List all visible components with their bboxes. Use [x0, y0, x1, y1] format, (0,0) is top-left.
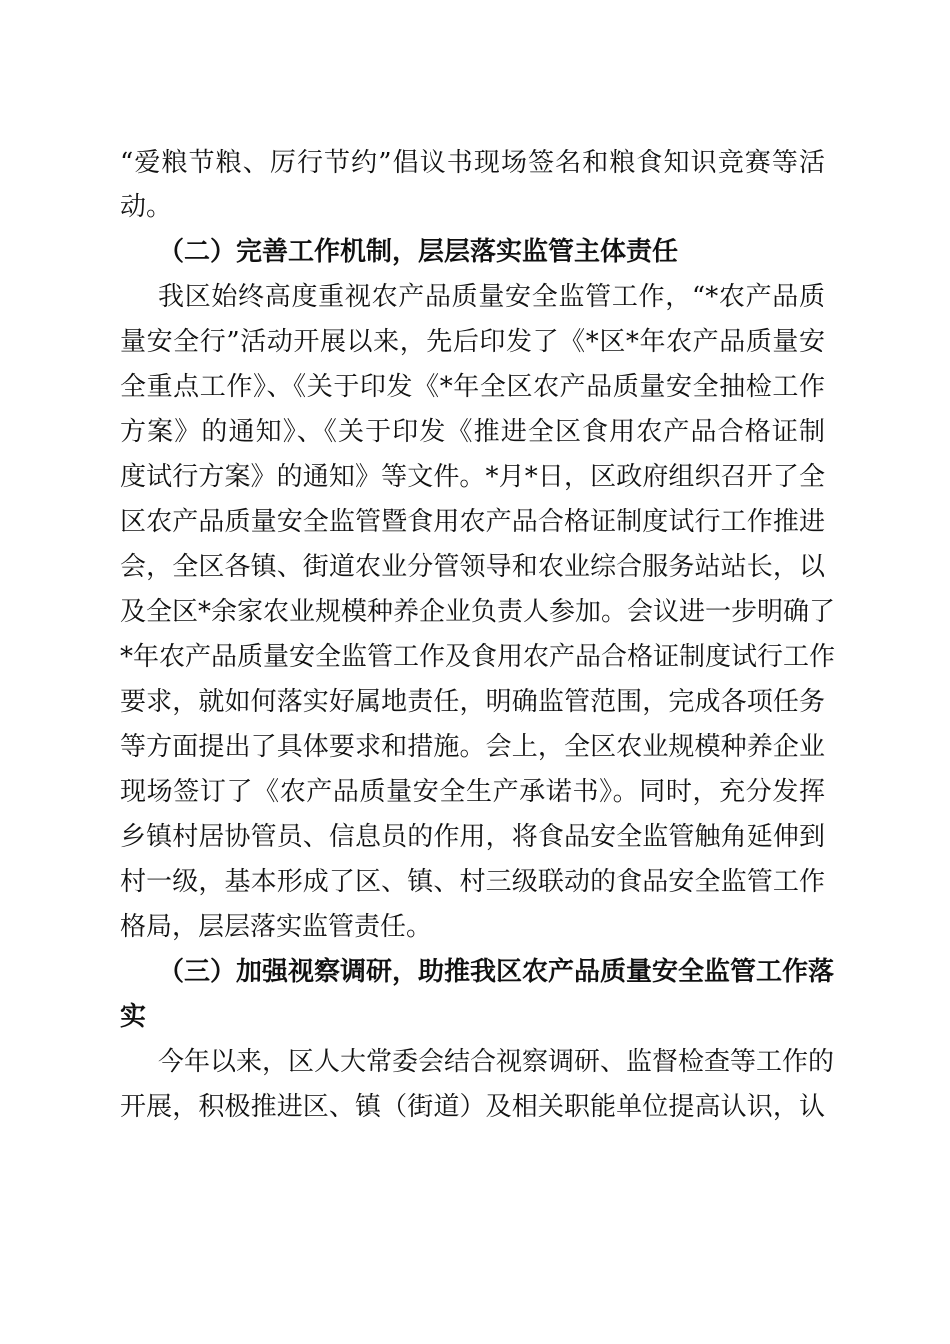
section-heading: 实 — [120, 1002, 147, 1032]
section-heading: （三）加强视察调研，助推我区农产品质量安全监管工作落 — [158, 957, 835, 987]
paragraph-line: 量安全行”活动开展以来，先后印发了《*区*年农产品质量安 — [120, 327, 825, 357]
paragraph-line: 开展，积极推进区、镇（街道）及相关职能单位提高认识，认 — [120, 1092, 825, 1122]
paragraph-line: 方案》的通知》、《关于印发《推进全区食用农产品合格证制 — [120, 417, 825, 447]
paragraph-line: 要求，就如何落实好属地责任，明确监管范围，完成各项任务 — [120, 687, 825, 717]
paragraph-line: 乡镇村居协管员、信息员的作用，将食品安全监管触角延伸到 — [120, 822, 825, 852]
paragraph-line: 等方面提出了具体要求和措施。会上，全区农业规模种养企业 — [120, 732, 825, 762]
paragraph-line: 全重点工作》、《关于印发《*年全区农产品质量安全抽检工作 — [120, 372, 825, 402]
section-heading: （二）完善工作机制，层层落实监管主体责任 — [158, 237, 679, 267]
paragraph-line: 现场签订了《农产品质量安全生产承诺书》。同时，充分发挥 — [120, 777, 825, 807]
paragraph-line: 村一级，基本形成了区、镇、村三级联动的食品安全监管工作 — [120, 867, 825, 897]
paragraph-line: 今年以来，区人大常委会结合视察调研、监督检查等工作的 — [158, 1047, 835, 1077]
paragraph-line: 区农产品质量安全监管暨食用农产品合格证制度试行工作推进 — [120, 507, 825, 537]
paragraph-line: 我区始终高度重视农产品质量安全监管工作，“*农产品质 — [158, 282, 825, 312]
paragraph-line: *年农产品质量安全监管工作及食用农产品合格证制度试行工作 — [120, 642, 836, 672]
paragraph-line: 格局，层层落实监管责任。 — [120, 912, 433, 942]
paragraph-line: 度试行方案》的通知》等文件。*月*日，区政府组织召开了全 — [120, 462, 825, 492]
paragraph-line: 会，全区各镇、街道农业分管领导和农业综合服务站站长，以 — [120, 552, 825, 582]
paragraph-line: “爱粮节粮、厉行节约”倡议书现场签名和粮食知识竞赛等活 — [120, 148, 825, 178]
paragraph-line: 动。 — [120, 192, 173, 222]
paragraph-line: 及全区*余家农业规模种养企业负责人参加。会议进一步明确了 — [120, 597, 836, 627]
